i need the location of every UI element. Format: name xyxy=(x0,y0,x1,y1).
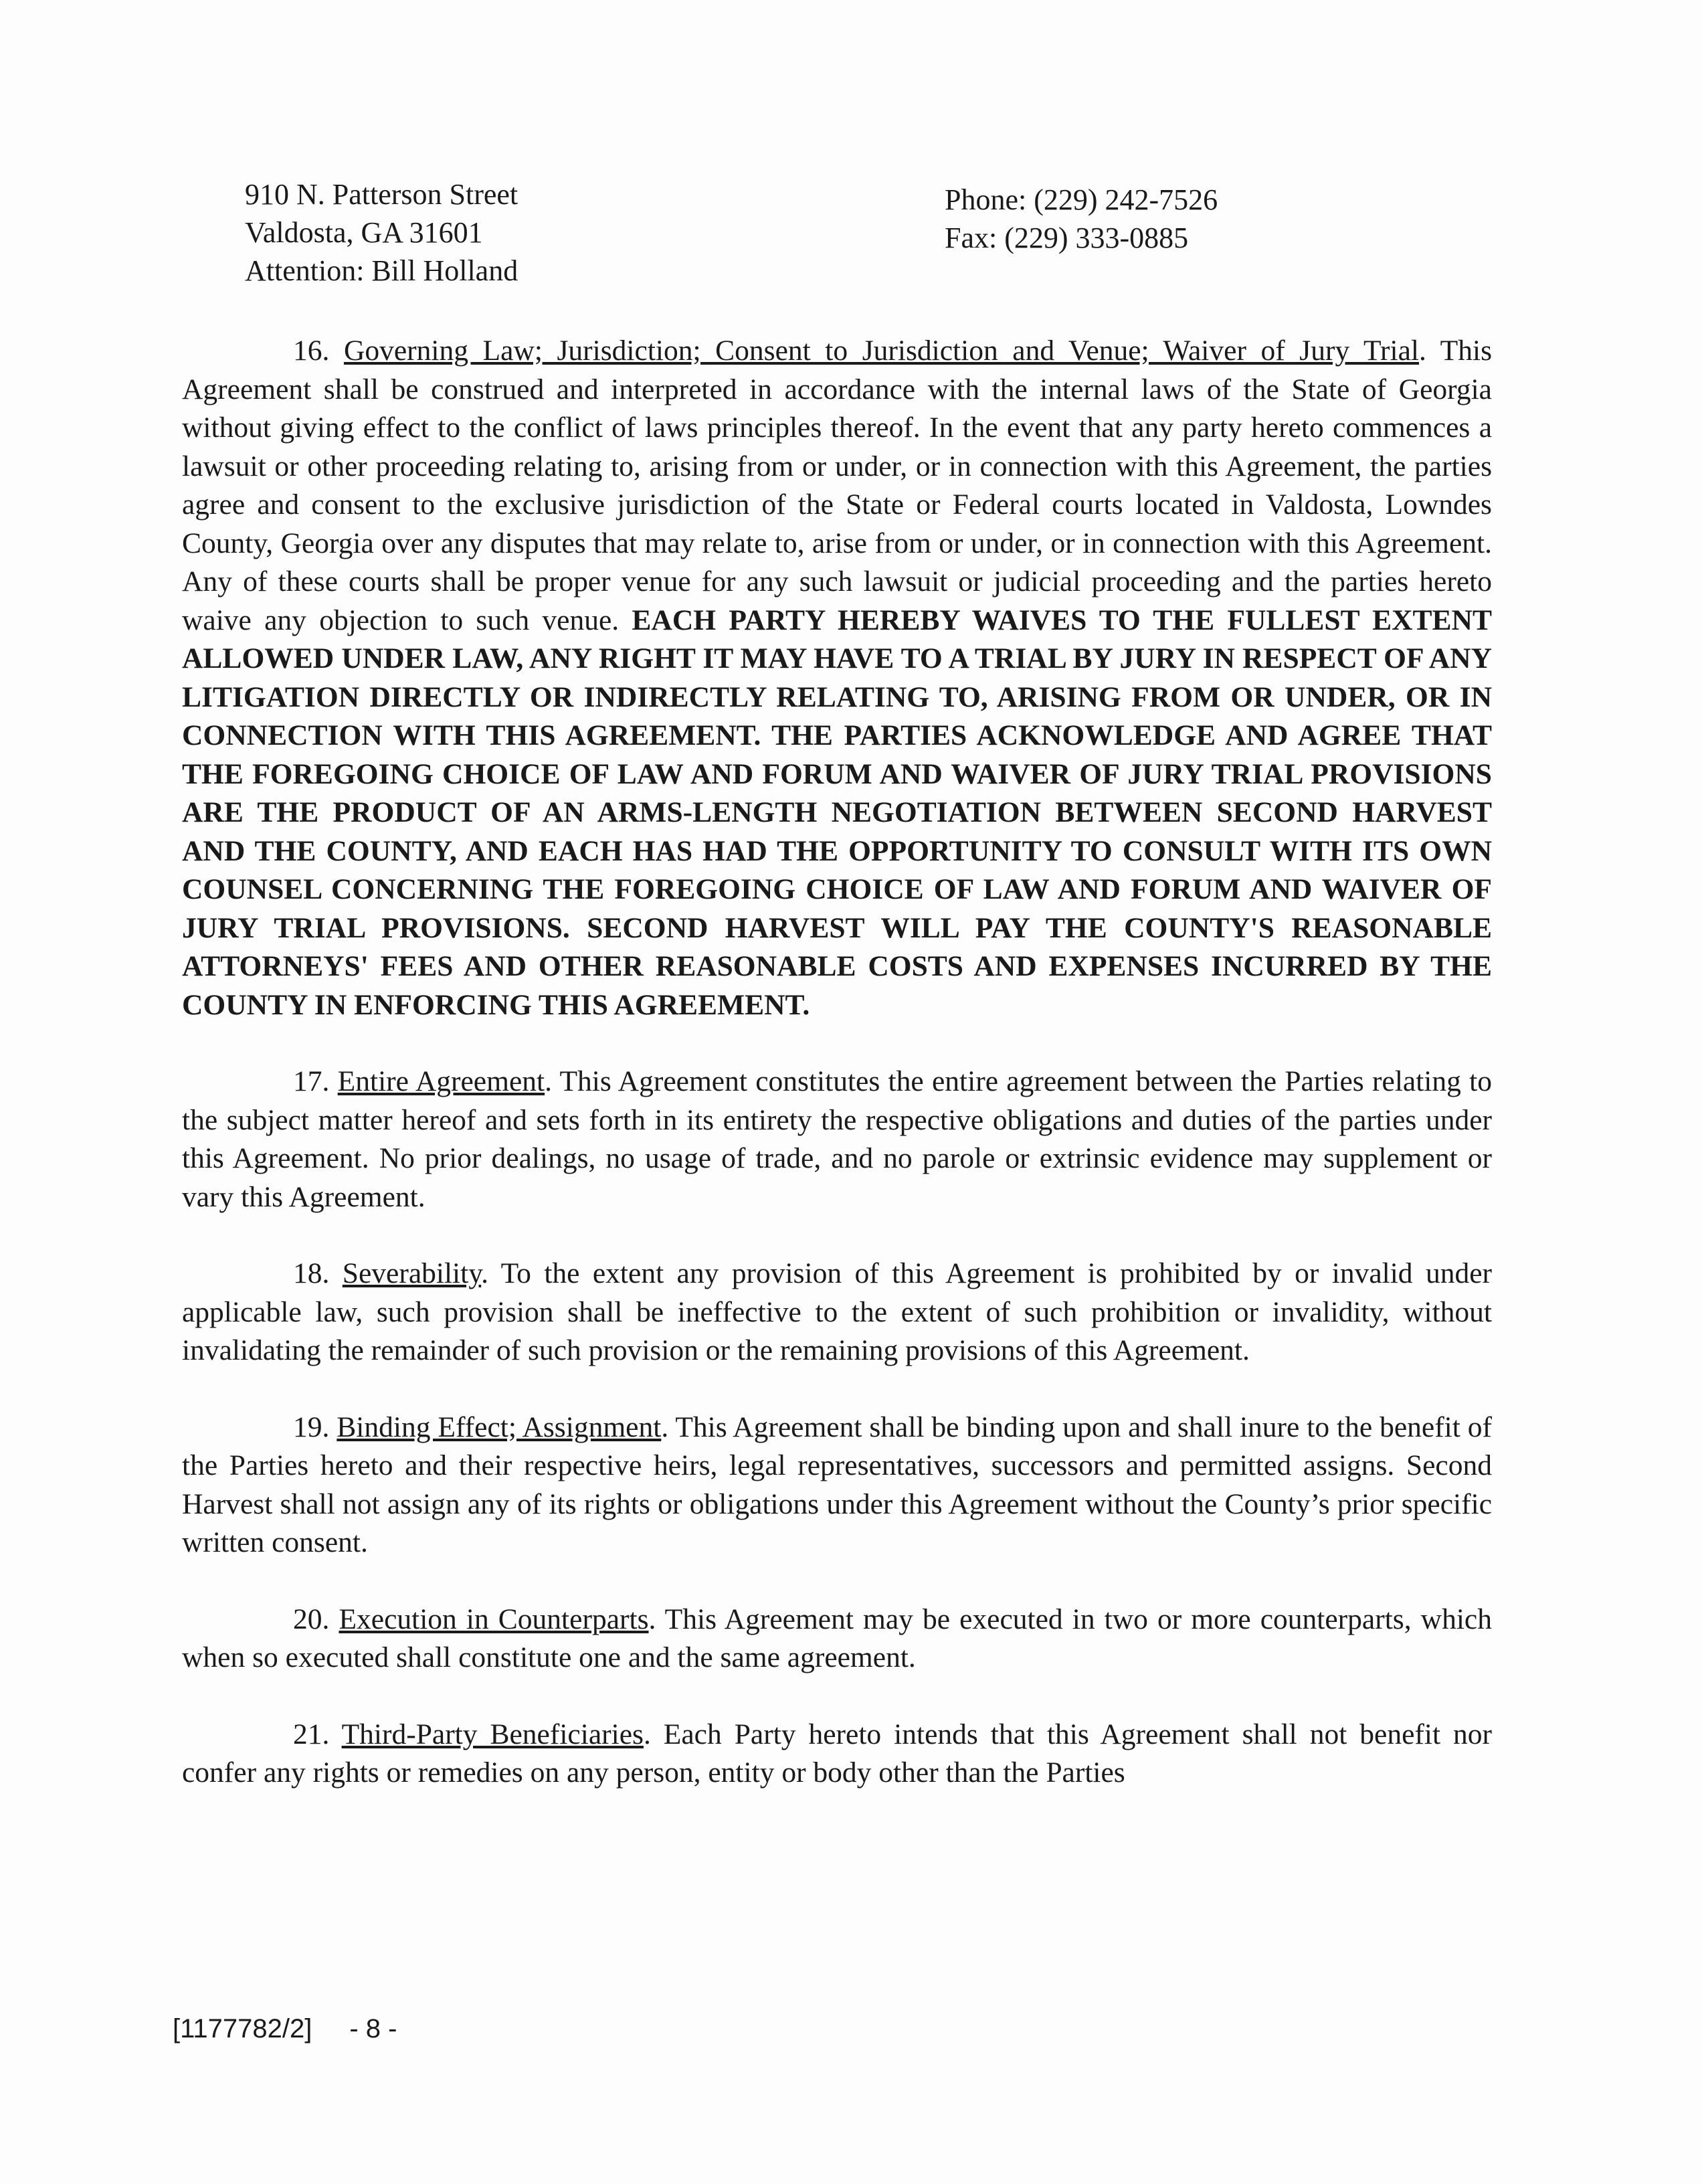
phone-number: Phone: (229) 242-7526 xyxy=(945,183,1218,216)
section-number: 21. xyxy=(293,1718,330,1750)
section-text: . Each Party hereto intends that this Agreement shall not benefit nor confer any rights or remedies on any person, entity or body other than the Parties xyxy=(182,1718,1492,1789)
contact-info xyxy=(945,181,1218,257)
section-number: 20. xyxy=(293,1603,330,1635)
section-text: . To the extent any provision of this Agreement is prohibited by or invalid under applicable law, such provision shall be ineffective to the extent of such prohibition or invalidity, without invalidating the remainder of such provision or the remaining provisions of this Agreement. xyxy=(182,1257,1492,1366)
section-text: . This Agreement constitutes the entire agreement between the Parties relating to the subject matter hereof and sets forth in its entirety the respective obligations and duties of the parties under this Agreement. No prior dealings, no usage of trade, and no parole or extrinsic evidence may supplement or vary this Agreement. xyxy=(182,1065,1493,1213)
section-number: 17. xyxy=(293,1065,330,1097)
section-heading: Entire Agreement xyxy=(337,1065,545,1097)
section-16 xyxy=(182,332,1492,1024)
jury-waiver-text: EACH PARTY HEREBY WAIVES TO THE FULLEST EXTENT ALLOWED UNDER LAW, ANY RIGHT IT MAY HAVE TO A TRIAL BY JURY IN RESPECT OF ANY LITIGATION DIRECTLY OR INDIRECTLY RELATING TO, ARISING FROM OR UNDER, OR IN CONNECTION WITH THIS AGREEMENT. THE PARTIES ACKNOWLEDGE AND AGREE THAT THE FOREGOING CHOICE OF LAW AND FORUM AND WAIVER OF JURY TRIAL PROVISIONS ARE THE PRODUCT OF AN ARMS-LENGTH NEGOTIATION BETWEEN SECOND HARVEST AND THE COUNTY, AND EACH HAS HAD THE OPPORTUNITY TO CONSULT WITH ITS OWN COUNSEL CONCERNING THE FOREGOING CHOICE OF LAW AND FORUM AND WAIVER OF JURY TRIAL PROVISIONS. SECOND HARVEST WILL PAY THE COUNTY'S REASONABLE ATTORNEYS' FEES AND OTHER REASONABLE COSTS AND EXPENSES INCURRED BY THE COUNTY IN ENFORCING THIS AGREEMENT. xyxy=(182,604,1492,1021)
address-city: Valdosta, GA 31601 xyxy=(245,216,483,249)
address-street: 910 N. Patterson Street xyxy=(245,178,518,211)
section-number: 19. xyxy=(293,1410,330,1443)
section-heading: Execution in Counterparts xyxy=(339,1603,649,1635)
section-text: . This Agreement shall be construed and interpreted in accordance with the internal laws of the State of Georgia without giving effect to the conflict of laws principles thereof. In the event that any party hereto commences a lawsuit or other proceeding relating to, arising from or under, or in connection with this Agreement, the parties agree and consent to the exclusive jurisdiction of the State or Federal courts located in Valdosta, Lowndes County, Georgia over any disputes that may relate to, arise from or under, or in connection with this Agreement. Any of these courts shall be proper venue for any such lawsuit or judicial proceeding and the parties hereto waive any objection to such venue. xyxy=(182,335,1493,636)
mailing-address xyxy=(245,175,518,290)
page-footer xyxy=(173,2014,397,2044)
section-heading: Governing Law; Jurisdiction; Consent to Jurisdiction and Venue; Waiver of Jury Trial xyxy=(343,335,1420,367)
section-19 xyxy=(182,1408,1492,1562)
fax-number: Fax: (229) 333-0885 xyxy=(945,221,1189,254)
section-21 xyxy=(182,1716,1492,1793)
address-attention: Attention: Bill Holland xyxy=(245,254,518,287)
section-number: 16. xyxy=(293,335,330,367)
section-17 xyxy=(182,1063,1492,1216)
section-text: . This Agreement shall be binding upon and shall inure to the benefit of the Parties hereto and their respective heirs, legal representatives, successors and permitted assigns. Second Harvest shall not assign any of its rights or obligations under this Agreement without the County’s prior specific written consent. xyxy=(182,1410,1493,1558)
agreement-body xyxy=(182,332,1492,1831)
section-heading: Third-Party Beneficiaries xyxy=(341,1718,644,1750)
section-heading: Severability xyxy=(342,1257,482,1289)
section-20 xyxy=(182,1601,1492,1677)
document-id: [1177782/2] xyxy=(173,2014,312,2043)
section-text: . This Agreement may be executed in two or more counterparts, which when so executed shall constitute one and the same agreement. xyxy=(182,1603,1492,1673)
page-number: - 8 - xyxy=(349,2014,397,2043)
section-18 xyxy=(182,1255,1492,1370)
section-number: 18. xyxy=(293,1257,330,1289)
section-heading: Binding Effect; Assignment xyxy=(337,1410,662,1443)
